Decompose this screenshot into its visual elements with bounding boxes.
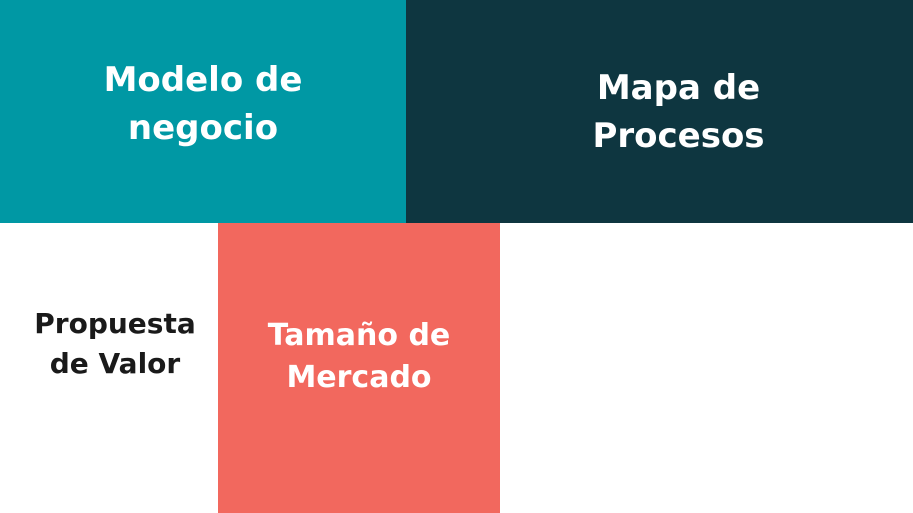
tamano-mercado-block (218, 223, 500, 513)
modelo-negocio-label: Modelo de negocio (103, 60, 303, 148)
propuesta-valor-block (10, 302, 220, 386)
propuesta-valor-label: Propuesta de Valor (34, 307, 196, 380)
modelo-negocio-block (0, 0, 406, 223)
mapa-procesos-label: Mapa de Procesos (592, 67, 765, 156)
mapa-procesos-block (406, 0, 913, 223)
tamano-mercado-label: Tamaño de Mercado (267, 318, 451, 395)
